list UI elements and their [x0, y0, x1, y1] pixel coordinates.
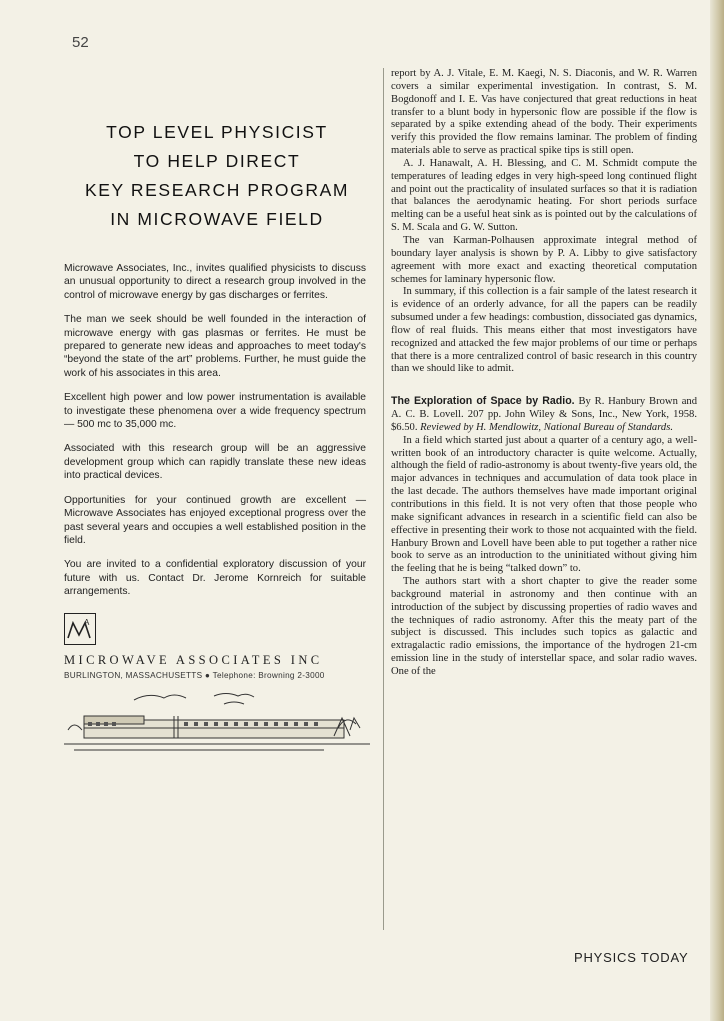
book-details: By R. Hanbury Brown and A. C. B. Lovell. 207 pp. John Wiley & Sons, Inc., New York, 1958. $6.50.: [391, 396, 697, 433]
review-paragraph: The authors start with a short chapter to give the reader some background material in astronomy and then continue with an introduction of the subject by discussing properties of radio waves and the techniques of radio astronomy. After this the meaty part of the subject is discussed. This includes such topics as galactic and extragalactic radio emissions, the importance of the hydrogen 21-cm emission line in the study of interstellar space, and solar radio waves. One of the: [391, 576, 697, 677]
page-number: 52: [72, 34, 89, 51]
company-logo: [64, 613, 96, 645]
company-address: BURLINGTON, MASSACHUSETTS ● Telephone: Browning 2-3000: [64, 670, 325, 680]
ad-paragraph: Microwave Associates, Inc., invites qualified physicists to discuss an unusual opportunity to direct a research group involved in the control of microwave energy by gas discharges or ferrites.: [64, 263, 366, 301]
review-paragraph: In a field which started just about a quarter of a century ago, a well-written book of an introductory character is quite welcome. Actually, although the field of radio-astronomy is about twenty-five years old, the major advances in techniques and accumulation of data took place in the last decade. The authors themselves have made important original contributions in this field. It is not very often that those people who make significant advances in research in a scientific field can also be effective in presenting their work to those not acquainted with the field. Hanbury Brown and Lovell have been able to put together a rather nice book to serve as an introduction to the uninitiated without giving him the feeling that he is being “talked down” to.: [391, 434, 697, 575]
ad-paragraph: Opportunities for your continued growth are excellent — Microwave Associates has enjoyed exceptional progress over the past several years and occupies a well established position in the field.: [64, 494, 366, 546]
review-paragraph: In summary, if this collection is a fair sample of the latest research it is evidence of an orderly advance, for all the papers can be readily subsumed under a few headings: combustion, dissociated gas dynamics, flow of real fluids. This means either that most investigators have recognized and attacked the few major problems of our time or perhaps that there is a more centralized control of basic research in this country than we should like to admit.: [391, 286, 697, 375]
svg-text:A: A: [84, 617, 90, 627]
ad-paragraph: Associated with this research group will be an aggressive development group which can rapidly translate these new ideas into practical devices.: [64, 443, 366, 482]
review-paragraph: The van Karman-Polhausen approximate integral method of boundary layer analysis is shown by P. A. Libby to give satisfactory agreement with more exact and exacting theoretical computation schemes for laminary hypersonic flow.: [391, 234, 697, 285]
company-name: MICROWAVE ASSOCIATES INC: [64, 652, 323, 667]
journal-footer: PHYSICS TODAY: [574, 950, 689, 965]
review-header: [391, 395, 697, 435]
book-title: The Exploration of Space by Radio.: [391, 395, 575, 408]
ad-heading-line: TOP LEVEL PHYSICIST: [106, 122, 328, 142]
ad-heading-line: TO HELP DIRECT: [133, 151, 301, 171]
ad-heading-line: IN MICROWAVE FIELD: [110, 209, 324, 229]
advertisement: [64, 118, 370, 767]
ad-paragraph: Excellent high power and low power instrumentation is available to investigate these phenomena over a wide frequency spectrum — 500 mc to 35,000 mc.: [64, 392, 366, 431]
page-edge-shadow: [710, 0, 724, 1021]
ad-heading: [64, 118, 370, 234]
reviewer-credit: Reviewed by H. Mendlowitz, National Bureau of Standards.: [420, 421, 673, 433]
ad-heading-line: KEY RESEARCH PROGRAM: [84, 180, 350, 200]
building-illustration: [64, 690, 370, 762]
logo-mark-icon: [65, 614, 95, 644]
book-reviews-column: [391, 68, 697, 679]
column-divider: [383, 68, 384, 930]
review-paragraph: report by A. J. Vitale, E. M. Kaegi, N. S. Diaconis, and W. R. Warren covers a similar experimental investigation. In contrast, S. M. Bogdonoff and I. E. Vas have conjectured that great reductions in heat transfer to a blunt body in hypersonic flow are possible if the flow is separated by a spike extending ahead of the body. Their experiments verify this provided the flow remains laminar. The problem of finding materials able to serve as practical spike tips is still open.: [391, 68, 697, 157]
review-paragraph: A. J. Hanawalt, A. H. Blessing, and C. M. Schmidt compute the temperatures of leading edges in very high-speed long continued flight and point out the practicality of insulated surfaces so that it is radiation that balances the aerodynamic heating. For short periods surface melting can be a useful heat sink as is pointed out by the calculations of S. M. Scala and G. W. Sutton.: [391, 157, 697, 234]
ad-paragraph: You are invited to a confidential exploratory discussion of your future with us. Contact Dr. Jerome Kornreich for suitable arrangements.: [64, 559, 366, 598]
ad-paragraph: The man we seek should be well founded in the interaction of microwave energy with gas plasmas or ferrites. He must be prepared to generate new ideas and approaches to meet today's “beyond the state of the art” problems. Further, he must guide the work of his associates in this area.: [64, 314, 366, 379]
